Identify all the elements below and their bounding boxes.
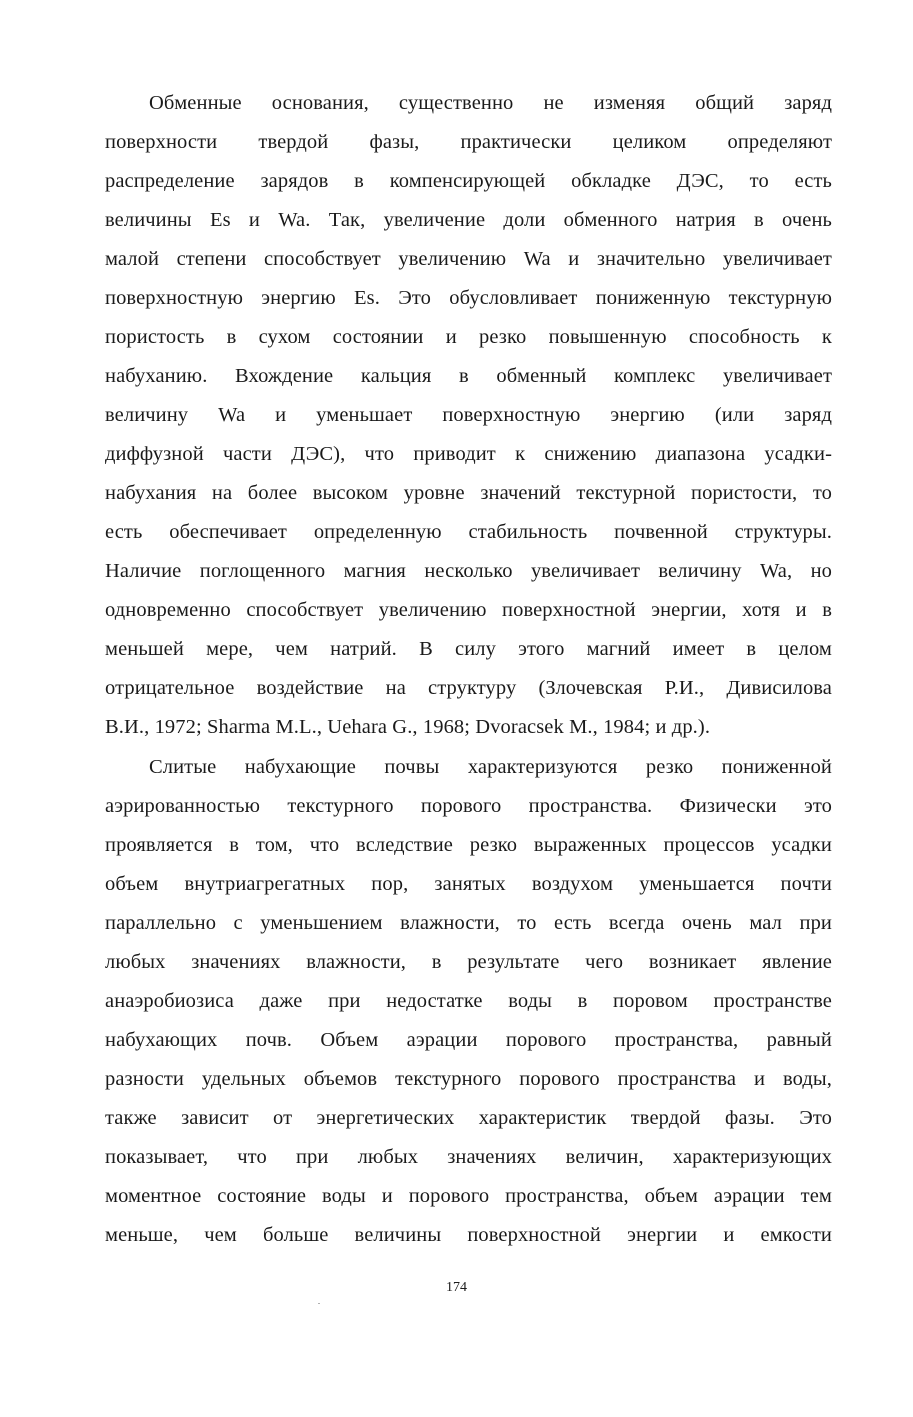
text-line: Слитые набухающие почвы характеризуются резко пониженной xyxy=(149,756,832,778)
text-line: также зависит от энергетических характеристик твердой фазы. Это xyxy=(105,1107,832,1129)
text-line: распределение зарядов в компенсирующей обкладке ДЭС, то есть xyxy=(105,170,832,192)
text-line: пористость в сухом состоянии и резко повышенную способность к xyxy=(105,326,832,348)
text-line: Наличие поглощенного магния несколько увеличивает величину Wa, но xyxy=(105,560,832,582)
page-number: 174 xyxy=(446,1280,467,1295)
text-line: любых значениях влажности, в результате чего возникает явление xyxy=(105,951,832,973)
text-line: диффузной части ДЭС), что приводит к снижению диапазона усадки- xyxy=(105,443,832,465)
text-line: моментное состояние воды и порового пространства, объем аэрации тем xyxy=(105,1185,832,1207)
text-line: малой степени способствует увеличению Wa и значительно увеличивает xyxy=(105,248,832,270)
text-line: параллельно с уменьшением влажности, то есть всегда очень мал при xyxy=(105,912,832,934)
text-line: набухающих почв. Объем аэрации порового пространства, равный xyxy=(105,1029,832,1051)
text-line: величину Wa и уменьшает поверхностную энергию (или заряд xyxy=(105,404,832,426)
text-line: набуханию. Вхождение кальция в обменный комплекс увеличивает xyxy=(105,365,832,387)
body-text xyxy=(105,84,832,1255)
text-line: поверхности твердой фазы, практически целиком определяют xyxy=(105,131,832,153)
text-line: одновременно способствует увеличению поверхностной энергии, хотя и в xyxy=(105,599,832,621)
text-line: проявляется в том, что вследствие резко выраженных процессов усадки xyxy=(105,834,832,856)
text-line: В.И., 1972; Sharma M.L., Uehara G., 1968; Dvoracsek M., 1984; и др.). xyxy=(105,716,711,738)
paragraph-2 xyxy=(105,748,832,1255)
text-line: меньше, чем больше величины поверхностной энергии и емкости xyxy=(105,1224,832,1246)
text-line: объем внутриагрегатных пор, занятых воздухом уменьшается почти xyxy=(105,873,832,895)
text-line: есть обеспечивает определенную стабильность почвенной структуры. xyxy=(105,521,832,543)
text-line: набухания на более высоком уровне значений текстурной пористости, то xyxy=(105,482,832,504)
paragraph-1 xyxy=(105,84,832,747)
scan-speck xyxy=(318,1303,320,1304)
text-line: величины Es и Wa. Так, увеличение доли обменного натрия в очень xyxy=(105,209,832,231)
text-line: разности удельных объемов текстурного порового пространства и воды, xyxy=(105,1068,832,1090)
text-line: отрицательное воздействие на структуру (Злочевская Р.И., Дивисилова xyxy=(105,677,832,699)
text-line: анаэробиозиса даже при недостатке воды в поровом пространстве xyxy=(105,990,832,1012)
text-line: поверхностную энергию Es. Это обусловливает пониженную текстурную xyxy=(105,287,832,309)
text-line: меньшей мере, чем натрий. В силу этого магний имеет в целом xyxy=(105,638,832,660)
text-line: аэрированностью текстурного порового пространства. Физически это xyxy=(105,795,832,817)
text-line: Обменные основания, существенно не изменяя общий заряд xyxy=(149,92,832,114)
text-line: показывает, что при любых значениях величин, характеризующих xyxy=(105,1146,832,1168)
